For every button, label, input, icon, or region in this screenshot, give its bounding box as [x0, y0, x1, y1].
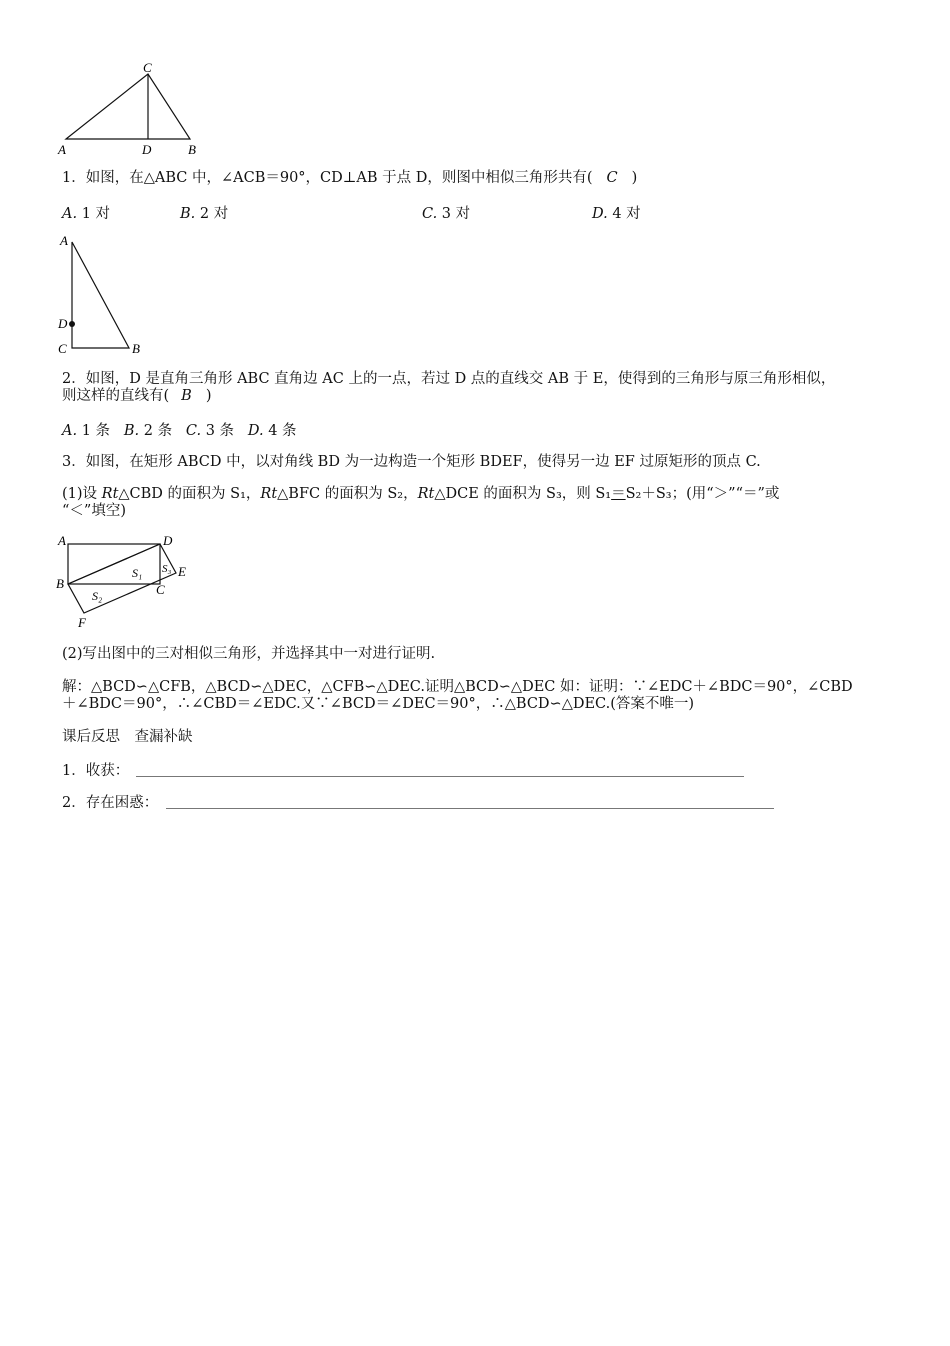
- part1-rt-3: Rt: [417, 486, 435, 502]
- label-d: D: [58, 316, 68, 331]
- question-1-number: 1．: [62, 170, 86, 186]
- triangle-abc-outline: [66, 74, 190, 139]
- q1-option-b-letter: B.: [180, 206, 196, 222]
- question-3-text: 如图，在矩形 ABCD 中，以对角线 BD 为一边构造一个矩形 BDEF，使得另一边 EF 过原矩形的顶点 C.: [85, 454, 761, 470]
- q1-option-d: [592, 202, 641, 223]
- q1-option-c: [422, 202, 470, 223]
- q2-option-c-text: 3 条: [205, 423, 235, 439]
- label-a: A: [58, 533, 66, 548]
- q1-option-d-letter: D.: [592, 206, 608, 222]
- q2-option-c-letter: C.: [185, 423, 202, 439]
- point-d: [69, 321, 75, 327]
- question-3-part2: [62, 644, 435, 664]
- q1-option-c-text: 3 对: [441, 206, 471, 222]
- q1-option-b-text: 2 对: [199, 206, 229, 222]
- question-3: [62, 452, 761, 472]
- q2-option-a-letter: A.: [62, 423, 78, 439]
- question-2-close: ): [205, 388, 212, 404]
- q1-option-a-text: 1 对: [81, 206, 111, 222]
- answer-line-1[interactable]: [136, 776, 744, 777]
- q1-option-a-letter: A.: [62, 206, 78, 222]
- label-s3: S₃: [162, 563, 172, 575]
- q1-option-c-letter: C.: [422, 206, 438, 222]
- q2-option-d-letter: D.: [247, 423, 264, 439]
- q2-options: [62, 419, 297, 440]
- label-c: C: [143, 60, 152, 75]
- label-a: A: [58, 142, 66, 157]
- part1-text-d: △DCE 的面积为 S₃，则 S₁: [434, 486, 612, 502]
- question-2-line2: [62, 386, 212, 406]
- question-2-number: 2．: [62, 371, 86, 387]
- q2-option-d-text: 4 条: [268, 423, 297, 439]
- question-3-number: 3．: [62, 454, 86, 470]
- label-c: C: [58, 341, 67, 356]
- label-a: A: [60, 233, 68, 248]
- label-d: D: [142, 142, 152, 157]
- part1-rt-2: Rt: [260, 486, 278, 502]
- reflection-item-2-label: 2．存在困惑：: [62, 795, 159, 811]
- label-d: D: [163, 533, 173, 548]
- figure-rectangles: [52, 528, 202, 640]
- question-1-close: ): [631, 170, 638, 186]
- question-1: [62, 168, 637, 188]
- right-triangle-outline: [72, 242, 129, 348]
- q1-option-b: [180, 202, 228, 223]
- solution-line-2: [62, 694, 694, 714]
- reflection-item-2: [62, 793, 158, 813]
- part2-text: (2)写出图中的三对相似三角形，并选择其中一对进行证明.: [62, 646, 436, 662]
- label-s2: S₂: [92, 589, 103, 603]
- solution-text-1: 解：△BCD∽△CFB，△BCD∽△DEC，△CFB∽△DEC.证明△BCD∽△DEC 如：证明：∵∠EDC＋∠BDC＝90°，∠CBD: [62, 679, 853, 695]
- part1-text-a: (1)设: [62, 486, 102, 502]
- label-f: F: [78, 615, 86, 630]
- q2-option-b-letter: B.: [123, 423, 140, 439]
- question-3-part1-line2: [62, 501, 126, 521]
- reflection-title-text: 课后反思 查漏补缺: [62, 729, 193, 745]
- part1-rt-1: Rt: [101, 486, 119, 502]
- figure-right-triangle: [52, 230, 162, 360]
- part1-text-b: △CBD 的面积为 S₁，: [118, 486, 261, 502]
- label-e: E: [178, 564, 186, 579]
- q1-option-a: [62, 202, 110, 223]
- label-b: B: [56, 576, 64, 591]
- label-s1: S₁: [132, 566, 143, 580]
- part1-text-e: S₂＋S₃；(用“＞”“＝”或: [625, 486, 780, 502]
- question-1-answer: C: [606, 170, 618, 186]
- question-2-text-2: 则这样的直线有(: [62, 388, 170, 404]
- part1-answer: ＝: [611, 486, 626, 502]
- q2-option-b-text: 2 条: [143, 423, 173, 439]
- question-1-text: 如图，在△ABC 中，∠ACB＝90°，CD⊥AB 于点 D，则图中相似三角形共有(: [85, 170, 593, 186]
- reflection-item-1-label: 1．收获：: [62, 763, 130, 779]
- label-c: C: [156, 582, 165, 597]
- part1-text-line2: “＜”填空): [62, 503, 126, 519]
- question-2-text: 如图，D 是直角三角形 ABC 直角边 AC 上的一点，若过 D 点的直线交 AB 于 E，使得到的三角形与原三角形相似，: [85, 371, 836, 387]
- reflection-item-1: [62, 761, 129, 781]
- q2-option-a-text: 1 条: [81, 423, 111, 439]
- question-2-answer: B: [181, 388, 192, 404]
- figure-triangle-abc: [50, 60, 220, 160]
- part1-text-c: △BFC 的面积为 S₂，: [277, 486, 418, 502]
- reflection-title: [62, 727, 193, 747]
- answer-line-2[interactable]: [166, 808, 774, 809]
- label-b: B: [132, 341, 140, 356]
- question-3-part1: [62, 484, 779, 504]
- label-b: B: [188, 142, 196, 157]
- q1-option-d-text: 4 对: [612, 206, 641, 222]
- solution-text-2: ＋∠BDC＝90°，∴∠CBD＝∠EDC.又∵∠BCD＝∠DEC＝90°，∴△BCD∽△DEC.(答案不唯一): [62, 696, 695, 712]
